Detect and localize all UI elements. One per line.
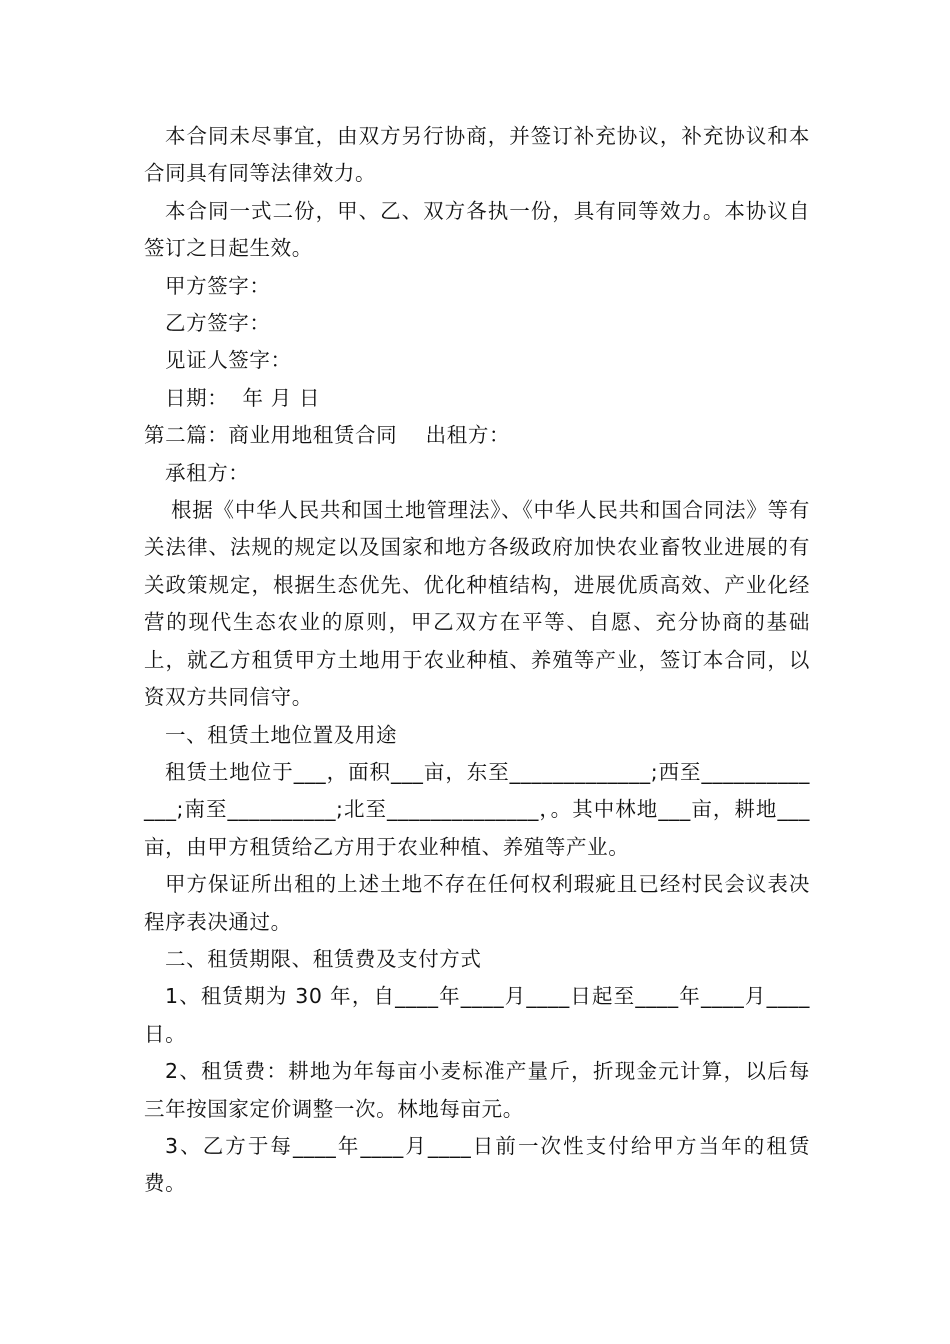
section-heading-2: 二、租赁期限、租赁费及支付方式 (165, 946, 482, 971)
party-b-signature-line: 乙方签字： (165, 311, 271, 336)
paragraph-supplement: 本合同未尽事宜，由双方另行协商，并签订补充协议，补充协议和本合同具有同等法律效力。 (144, 124, 810, 186)
paragraph-location: 租赁土地位于___，面积___亩，东至_____________;西至_____________;南至__________;北至______________，。其中林地___亩，耕地___亩，由甲方租赁给乙方用于农业种植、养殖等产业。 (144, 759, 810, 859)
paragraph-fee: 2、租赁费：耕地为年每亩小麦标准产量斤，折现金元计算，以后每三年按国家定价调整一次。林地每亩元。 (144, 1059, 810, 1121)
lessee-line: 承租方： (165, 460, 250, 485)
party-a-signature-line: 甲方签字： (165, 273, 271, 298)
paragraph-guarantee: 甲方保证所出租的上述土地不存在任何权利瑕疵且已经村民会议表决程序表决通过。 (144, 872, 810, 934)
section-heading-1: 一、租赁土地位置及用途 (165, 722, 398, 747)
paragraph-preamble: 根据《中华人民共和国土地管理法》、《中华人民共和国合同法》等有关法律、法规的规定以及国家和地方各级政府加快农业畜牧业进展的有关政策规定，根据生态优先、优化种植结构，进展优质高效、产业化经营的现代生态农业的原则，甲乙双方在平等、自愿、充分协商的基础上，就乙方租赁甲方土地用于农业种植、养殖等产业，签订本合同，以资双方共同信守。 (144, 498, 810, 710)
document-body (144, 118, 810, 1203)
witness-signature-line: 见证人签字： (165, 348, 292, 373)
second-contract-title: 第二篇：商业用地租赁合同 出租方： (144, 423, 511, 448)
paragraph-payment: 3、乙方于每____年____月____日前一次性支付给甲方当年的租赁费。 (144, 1133, 810, 1196)
date-line: 日期： 年 月 日 (165, 385, 321, 410)
paragraph-term: 1、租赁期为 30 年，自____年____月____日起至____年____月____日。 (144, 984, 810, 1046)
paragraph-copies: 本合同一式二份，甲、乙、双方各执一份，具有同等效力。本协议自签订之日起生效。 (144, 198, 810, 261)
